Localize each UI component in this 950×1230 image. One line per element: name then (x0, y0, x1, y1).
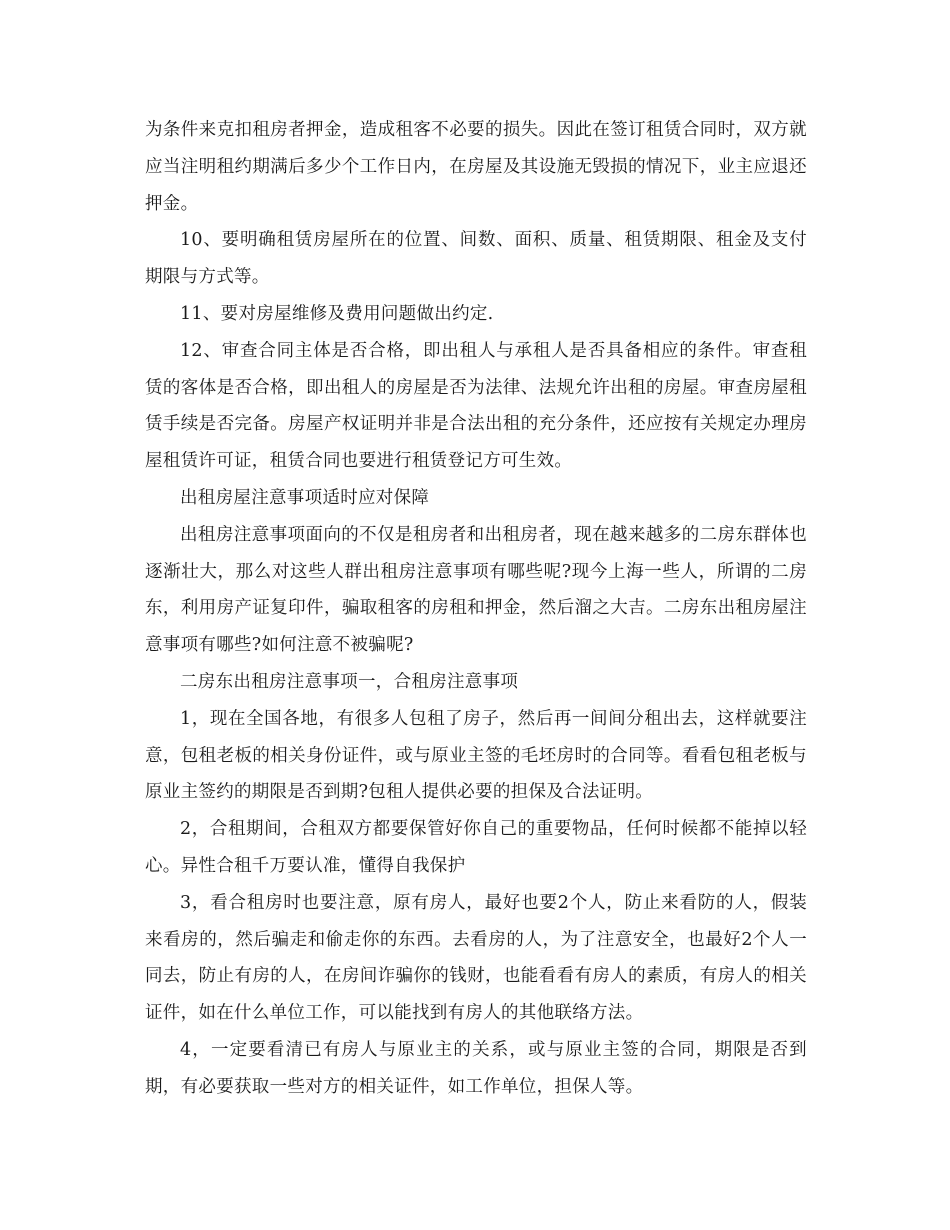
section-heading-guarantee: 出租房屋注意事项适时应对保障 (180, 487, 430, 508)
paragraph-point-4: 4，一定要看清已有房人与原业主的关系，或与原业主签的合同，期限是否到期，有必要获取一些对方的相关证件，如工作单位，担保人等。 (145, 1039, 807, 1097)
paragraph-item-10: 10、要明确租赁房屋所在的位置、间数、面积、质量、租赁期限、租金及支付期限与方式等。 (145, 230, 807, 288)
paragraph-item-11: 11、要对房屋维修及费用问题做出约定. (180, 303, 494, 324)
paragraph-intro-sublandlord: 出租房注意事项面向的不仅是租房者和出租房者，现在越来越多的二房东群体也逐渐壮大，那么对这些人群出租房注意事项有哪些呢?现今上海一些人，所谓的二房东，利用房产证复印件，骗取租客的房租和押金，然后溜之大吉。二房东出租房屋注意事项有哪些?如何注意不被骗呢? (145, 524, 807, 656)
paragraph-point-3: 3，看合租房时也要注意，原有房人，最好也要2个人，防止来看防的人，假装来看房的，然后骗走和偷走你的东西。去看房的人，为了注意安全，也最好2个人一同去，防止有房的人，在房间诈骗你的钱财，也能看看有房人的素质，有房人的相关证件，如在什么单位工作，可以能找到有房人的其他联络方法。 (145, 892, 807, 1024)
paragraph-item-12: 12、审查合同主体是否合格，即出租人与承租人是否具备相应的条件。审查租赁的客体是否合格，即出租人的房屋是否为法律、法规允许出租的房屋。审查房屋租赁手续是否完备。房屋产权证明并非是合法出租的充分条件，还应按有关规定办理房屋租赁许可证，租赁合同也要进行租赁登记方可生效。 (145, 340, 807, 472)
paragraph-point-2: 2，合租期间，合租双方都要保管好你自己的重要物品，任何时候都不能掉以轻心。异性合租千万要认准，懂得自我保护 (145, 819, 807, 876)
section-heading-shared-rental: 二房东出租房注意事项一，合租房注意事项 (180, 671, 519, 692)
paragraph-continuation: 为条件来克扣租房者押金，造成租客不必要的损失。因此在签订租赁合同时，双方就应当注明租约期满后多少个工作日内，在房屋及其设施无毁损的情况下，业主应退还押金。 (145, 120, 807, 214)
document-body (145, 112, 807, 1106)
paragraph-point-1: 1，现在全国各地，有很多人包租了房子，然后再一间间分租出去，这样就要注意，包租老板的相关身份证件，或与原业主签的毛坯房时的合同等。看看包租老板与原业主签约的期限是否到期?包租人提供必要的担保及合法证明。 (145, 708, 807, 803)
